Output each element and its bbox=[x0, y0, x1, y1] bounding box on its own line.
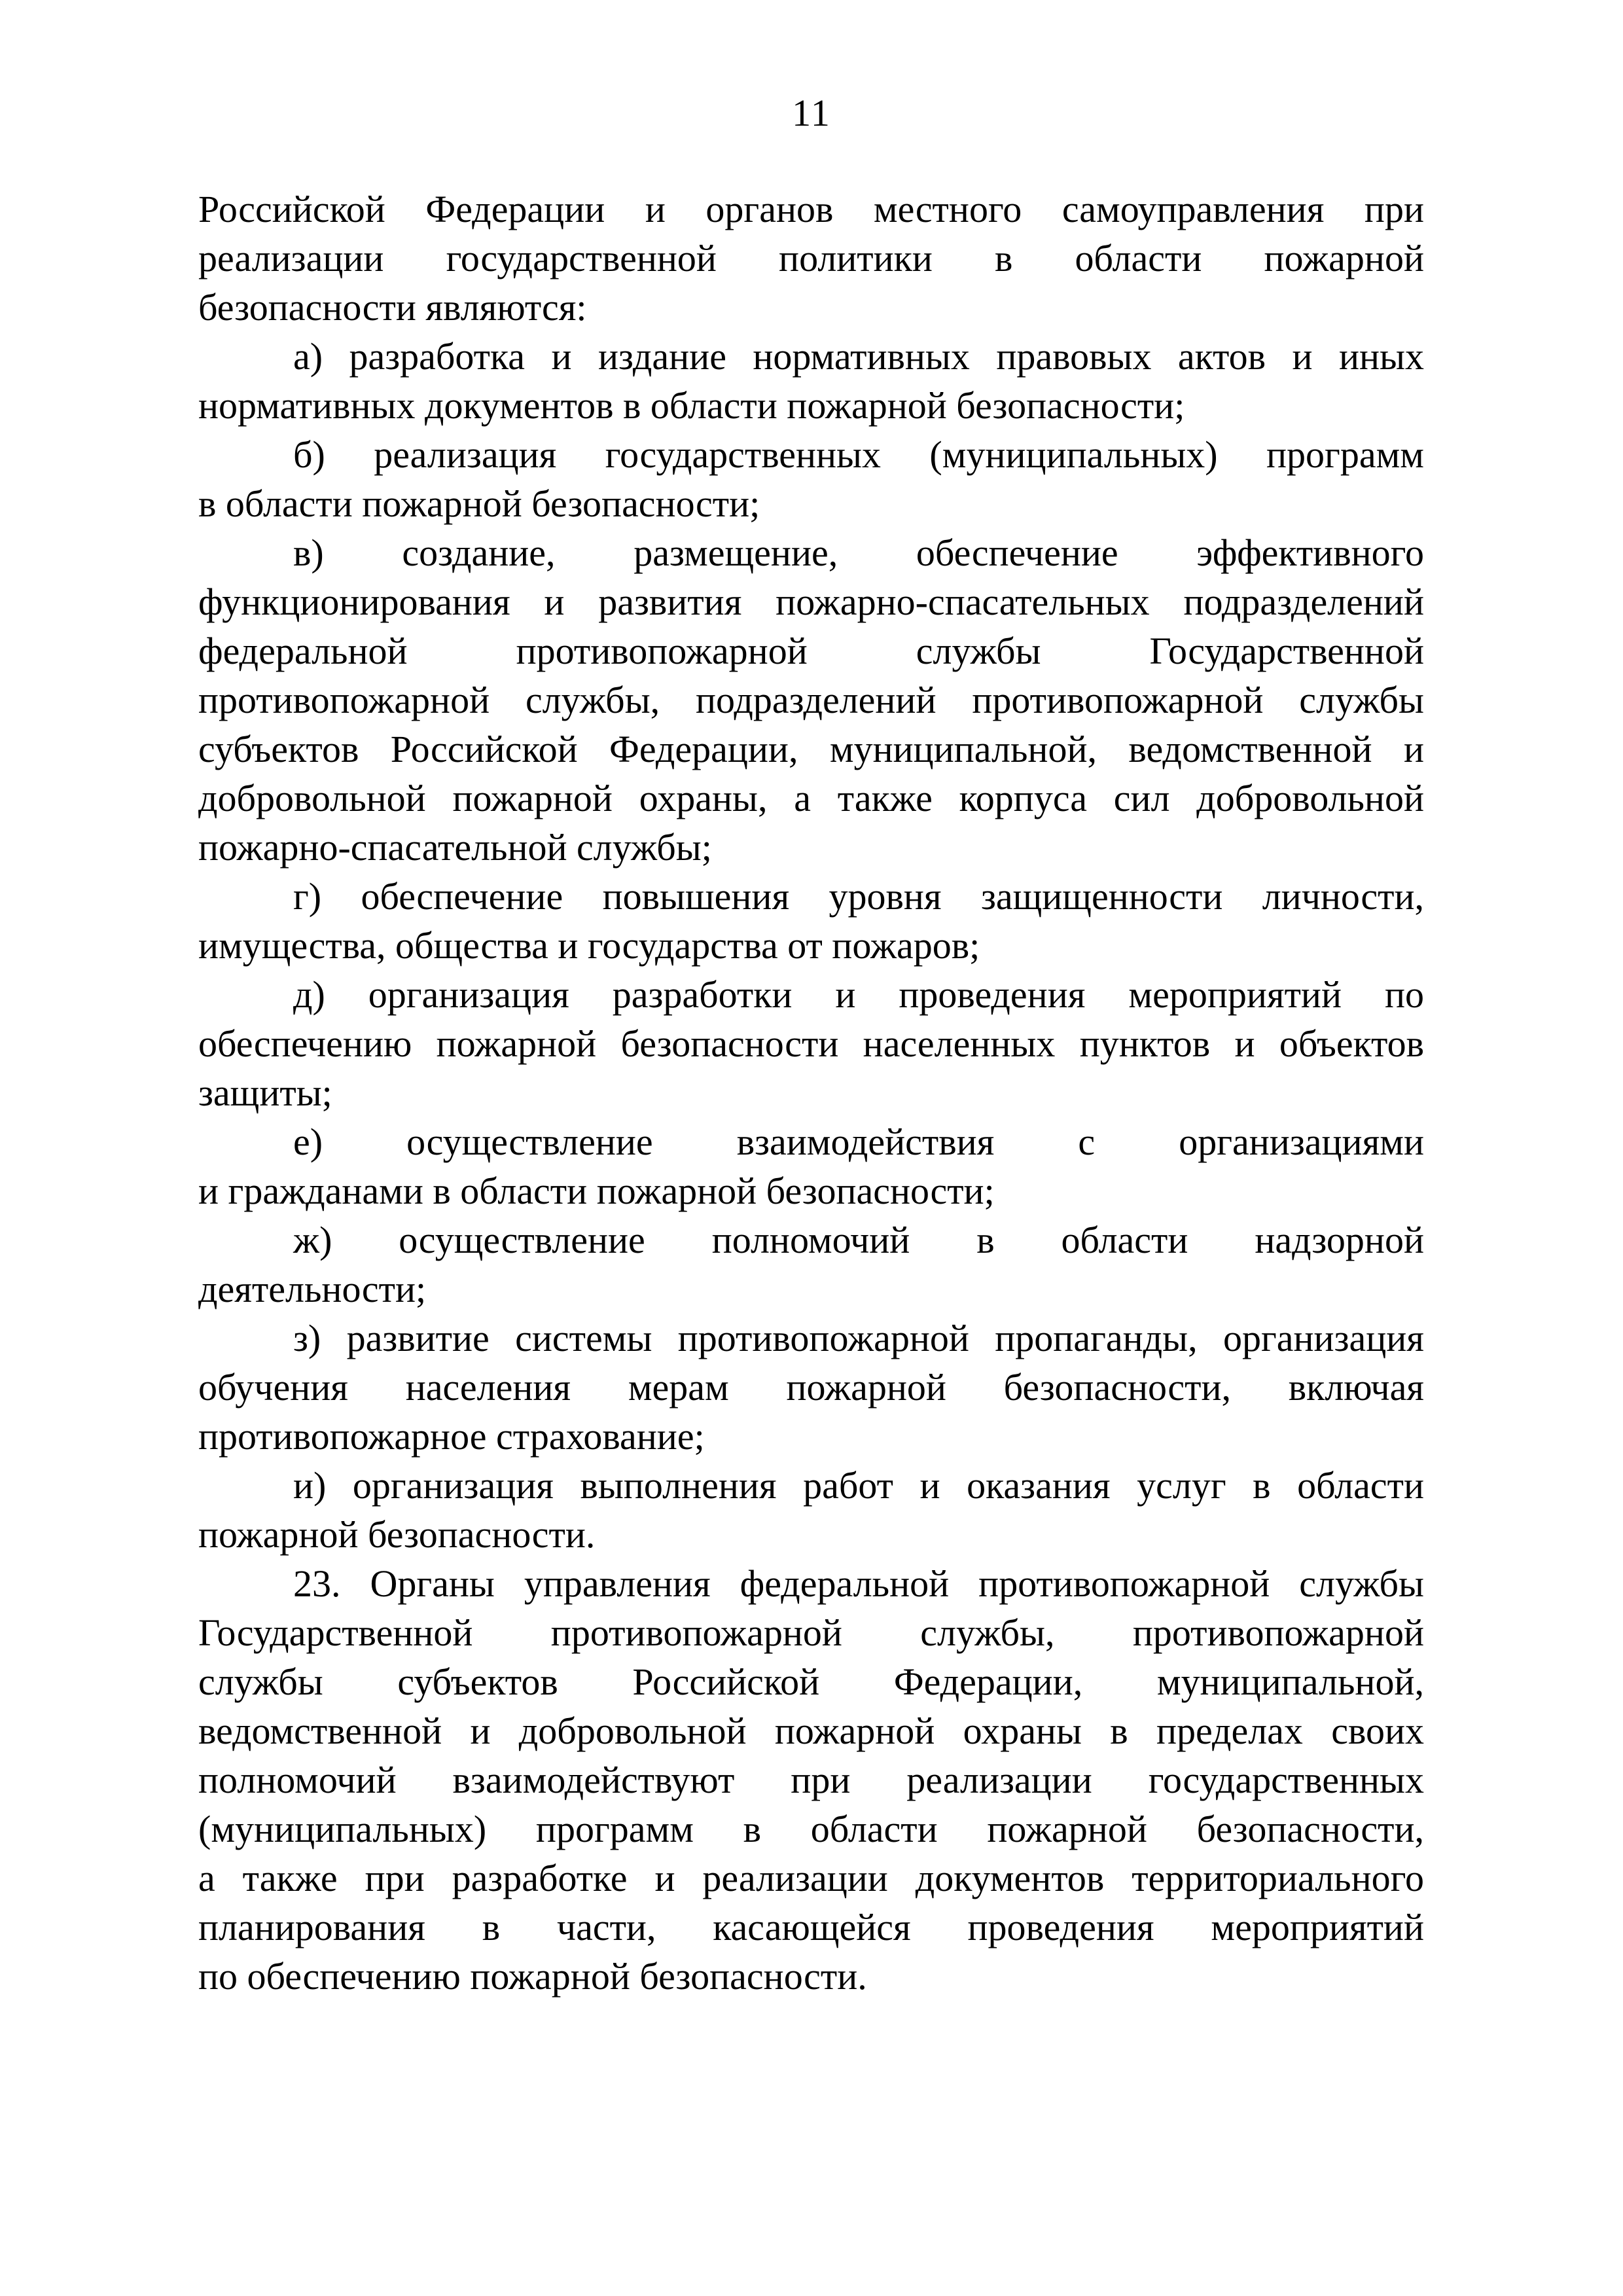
paragraph bbox=[198, 1314, 1424, 1461]
text-line: в области пожарной безопасности; bbox=[198, 482, 760, 525]
text-line: деятельности; bbox=[198, 1268, 427, 1310]
text-line: федеральной противопожарной службы Государственной bbox=[198, 630, 1424, 672]
text-line: безопасности являются: bbox=[198, 286, 587, 329]
text-line: планирования в части, касающейся проведения мероприятий bbox=[198, 1906, 1424, 1948]
text-line: обеспечению пожарной безопасности населенных пунктов и объектов bbox=[198, 1022, 1424, 1065]
text-line: б) реализация государственных (муниципальных) программ bbox=[293, 433, 1424, 476]
text-line: службы субъектов Российской Федерации, муниципальной, bbox=[198, 1660, 1424, 1703]
text-line: и гражданами в области пожарной безопасности; bbox=[198, 1170, 995, 1212]
text-line: а также при разработке и реализации документов территориального bbox=[198, 1857, 1424, 1899]
page-number: 11 bbox=[792, 92, 831, 134]
paragraph bbox=[198, 185, 1424, 332]
text-line: противопожарной службы, подразделений противопожарной службы bbox=[198, 679, 1424, 721]
text-line: ведомственной и добровольной пожарной охраны в пределах своих bbox=[198, 1710, 1424, 1752]
text-line: обучения населения мерам пожарной безопасности, включая bbox=[198, 1366, 1424, 1408]
text-line: субъектов Российской Федерации, муниципальной, ведомственной и bbox=[198, 728, 1424, 770]
text-line: реализации государственной политики в области пожарной bbox=[198, 237, 1424, 279]
text-line: в) создание, размещение, обеспечение эффективного bbox=[293, 531, 1424, 574]
text-line: имущества, общества и государства от пожаров; bbox=[198, 924, 980, 967]
text-line: добровольной пожарной охраны, а также корпуса сил добровольной bbox=[198, 777, 1424, 819]
paragraph bbox=[198, 872, 1424, 970]
text-line: пожарно-спасательной службы; bbox=[198, 826, 712, 869]
text-line: а) разработка и издание нормативных правовых актов и иных bbox=[293, 335, 1424, 378]
text-line: д) организация разработки и проведения мероприятий по bbox=[293, 973, 1424, 1016]
paragraph bbox=[198, 430, 1424, 528]
document-body bbox=[0, 185, 1623, 2001]
paragraph bbox=[198, 332, 1424, 430]
text-line: нормативных документов в области пожарной безопасности; bbox=[198, 384, 1185, 427]
text-line: полномочий взаимодействуют при реализации государственных bbox=[198, 1759, 1424, 1801]
paragraph bbox=[198, 1559, 1424, 2001]
paragraph bbox=[198, 1215, 1424, 1314]
text-line: ж) осуществление полномочий в области надзорной bbox=[293, 1219, 1424, 1261]
text-line: е) осуществление взаимодействия с организациями bbox=[293, 1121, 1424, 1163]
text-line: з) развитие системы противопожарной пропаганды, организация bbox=[293, 1317, 1424, 1359]
text-line: (муниципальных) программ в области пожарной безопасности, bbox=[198, 1808, 1424, 1850]
paragraph bbox=[198, 970, 1424, 1117]
text-line: защиты; bbox=[198, 1071, 332, 1114]
text-line: противопожарное страхование; bbox=[198, 1415, 705, 1458]
text-line: Государственной противопожарной службы, противопожарной bbox=[198, 1611, 1424, 1654]
text-line: 23. Органы управления федеральной противопожарной службы bbox=[293, 1562, 1424, 1605]
text-line: и) организация выполнения работ и оказания услуг в области bbox=[293, 1464, 1424, 1507]
text-line: по обеспечению пожарной безопасности. bbox=[198, 1955, 867, 1998]
paragraph bbox=[198, 1461, 1424, 1559]
paragraph bbox=[198, 528, 1424, 872]
text-line: г) обеспечение повышения уровня защищенности личности, bbox=[293, 875, 1424, 918]
text-line: функционирования и развития пожарно-спасательных подразделений bbox=[198, 581, 1424, 623]
text-line: пожарной безопасности. bbox=[198, 1513, 596, 1556]
text-line: Российской Федерации и органов местного самоуправления при bbox=[198, 188, 1424, 230]
paragraph bbox=[198, 1117, 1424, 1215]
